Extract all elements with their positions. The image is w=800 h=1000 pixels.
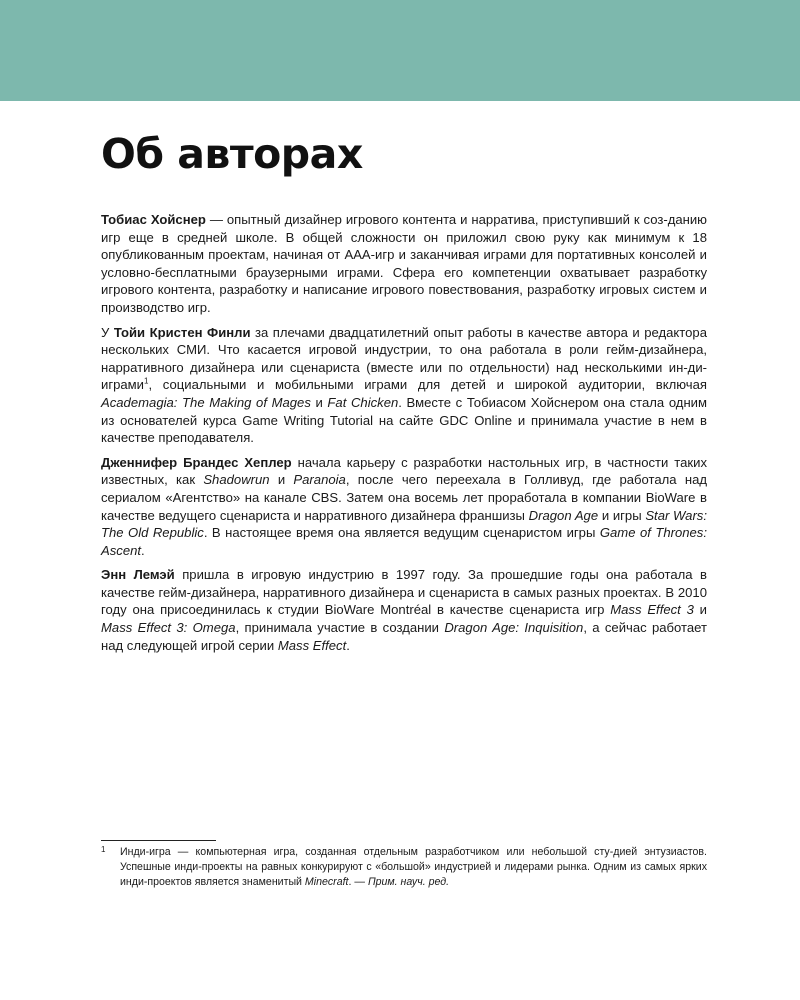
author-name: Дженнифер Брандес Хеплер	[101, 454, 292, 470]
paragraph-finley	[101, 324, 707, 447]
paragraph-heusner	[101, 211, 707, 317]
page-title: Об авторах	[101, 130, 363, 178]
text-run: .	[346, 637, 350, 653]
italic-title: Shadowrun	[203, 472, 270, 488]
paragraph-hepler	[101, 454, 707, 560]
text-run: , социальными и мобильными играми для детей и широкой аудитории, включая	[148, 377, 707, 393]
italic-title: Dragon Age	[528, 507, 599, 523]
text-run: и	[693, 602, 707, 618]
author-name: Тойи Кристен Финли	[113, 324, 251, 340]
text-run: , после чего переехала в Голливуд, где работала над сериалом «Агентство» на канале CBS. Затем она восемь лет проработала в компании BioWare в качестве ведущего сценариста и нарративного дизайнера франшизы	[101, 472, 707, 523]
italic-title: Paranoia	[293, 472, 346, 488]
body-text	[101, 211, 707, 661]
footnote-mark: 1	[101, 845, 106, 854]
italic-title: Mass Effect	[277, 637, 347, 653]
footnote-rule	[101, 840, 216, 841]
author-name: Энн Лемэй	[101, 567, 175, 583]
author-name: Тобиас Хойснер	[101, 212, 206, 227]
text-run: , принимала участие в создании	[235, 620, 445, 636]
footnote-ref: 1	[143, 376, 149, 386]
text-run: . В настоящее время она является ведущим сценаристом игры	[203, 525, 600, 541]
footnote	[101, 845, 707, 891]
text-run: . Вместе с Тобиасом Хойснером она стала одним из основателей курса Game Writing Tutorial на сайте GDC Online и принимала участие в нем в качестве преподавателя.	[101, 394, 707, 446]
text-run: — опытный дизайнер игрового контента и нарратива, приступивший к соз-данию игр еще в средней школе. В общей сложности он приложил свою руку как минимум к 18 опубликованным проектам, начиная от AAA-игр и заканчивая играми для портативных консолей и условно-бесплатными браузерными играми. Сфера его компетенции охватывает разработку игрового контента, разработку и написание игрового повествования, разработку игровых систем и производство игр.	[101, 212, 707, 315]
header-band	[0, 0, 800, 101]
text-run: за плечами двадцатилетний опыт работы в качестве автора и редактора нескольких СМИ. Что касается игровой индустрии, то она работала в роли гейм-дизайнера, нарративного дизайнера или сценариста (вместе или по отдельности) над несколькими ин-ди-играми	[101, 324, 707, 393]
italic-title: Mass Effect 3: Omega	[101, 620, 236, 636]
italic-title: Dragon Age: Inquisition	[444, 620, 584, 636]
italic-title: Minecraft	[304, 876, 349, 889]
italic-title: Fat Chicken	[327, 394, 399, 410]
footnote-text	[120, 846, 707, 888]
italic-title: Mass Effect 3	[610, 602, 694, 618]
text-run: , а сейчас работает над следующей игрой серии	[101, 620, 708, 653]
text-run: и	[310, 394, 328, 410]
italic-title: Academagia: The Making of Mages	[101, 394, 311, 410]
text-run: пришла в игровую индустрию в 1997 году. За прошедшие годы она работала в качестве гейм-дизайнера, нарративного дизайнера и сценариста в самых разных проектах. В 2010 году она присоединилась к студии BioWare Montréal в качестве сценариста игр	[101, 567, 707, 618]
italic-title: Star Wars: The Old Republic	[101, 507, 707, 541]
text-run: начала карьеру с разработки настольных игр, в частности таких известных, как	[101, 454, 707, 488]
text-run: и игры	[598, 507, 646, 523]
text-run: У	[101, 324, 114, 340]
text-run: . —	[348, 876, 368, 889]
paragraph-lemay	[101, 566, 707, 654]
italic-title: Прим. науч. ред.	[367, 876, 450, 889]
text-run: .	[141, 542, 145, 558]
text-run: Инди-игра — компьютерная игра, созданная отдельным разработчиком или небольшой сту-дией энтузиастов. Успешные инди-проекты на равных конкурируют с «большой» индустрией и лидерами рынка. Одним из самых ярких инди-проектов является знаменитый	[120, 846, 707, 889]
text-run: и	[269, 472, 294, 488]
italic-title: Game of Thrones: Ascent	[101, 525, 707, 558]
